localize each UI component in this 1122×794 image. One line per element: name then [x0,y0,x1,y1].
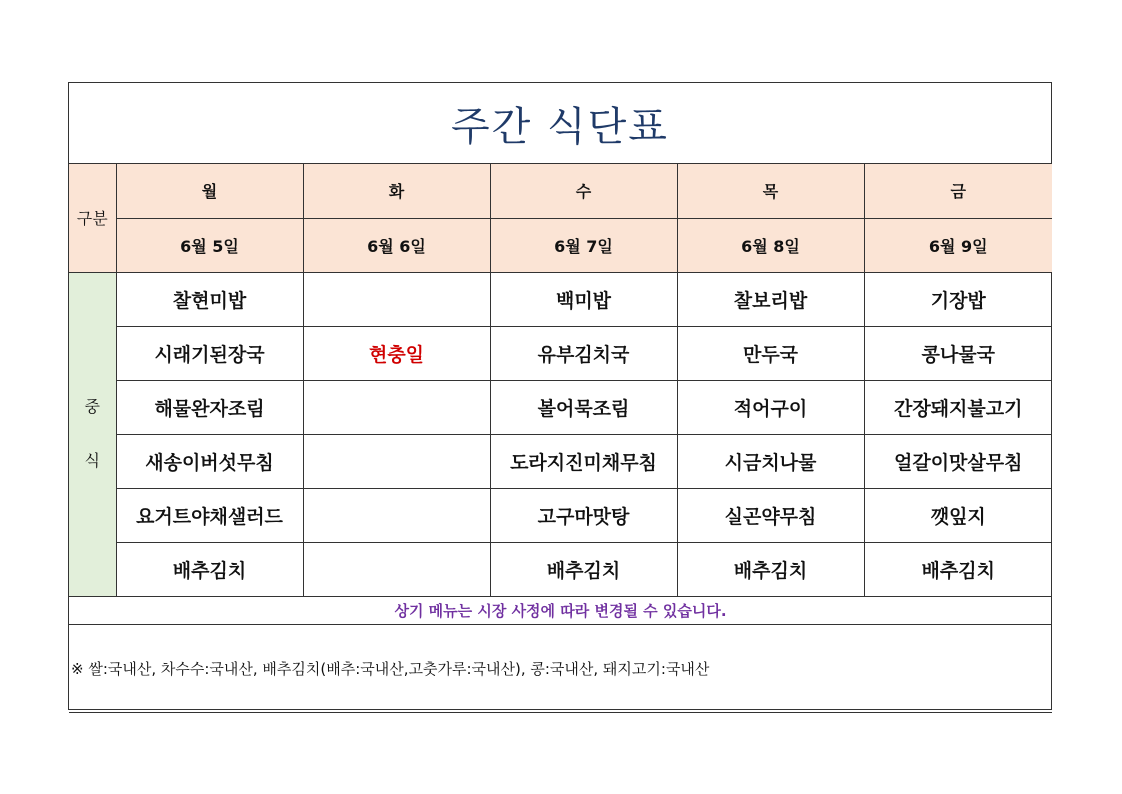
dish-thu-4: 시금치나물 [677,434,864,488]
dish-fri-1: 기장밥 [864,272,1052,326]
dish-tue-empty [303,488,490,542]
dish-tue-empty [303,434,490,488]
dish-fri-2: 콩나물국 [864,326,1052,380]
dish-wed-5: 고구마맛탕 [490,488,677,542]
dish-thu-6: 배추김치 [677,542,864,596]
dish-wed-6: 배추김치 [490,542,677,596]
meal-label-char-2: 식 [84,451,100,470]
dish-mon-3: 해물완자조림 [116,380,303,434]
dish-thu-3: 적어구이 [677,380,864,434]
day-header-wed: 수 [490,164,677,218]
day-header-thu: 목 [677,164,864,218]
menu-change-notice: 상기 메뉴는 시장 사정에 따라 변경될 수 있습니다. [69,596,1052,624]
header-gubun: 구분 [69,164,116,272]
dish-mon-5: 요거트야채샐러드 [116,488,303,542]
dish-thu-2: 만두국 [677,326,864,380]
dish-tue-empty [303,272,490,326]
day-header-mon: 월 [116,164,303,218]
dish-thu-1: 찰보리밥 [677,272,864,326]
date-wed: 6월 7일 [490,218,677,272]
dish-wed-2: 유부김치국 [490,326,677,380]
dish-wed-4: 도라지진미채무침 [490,434,677,488]
date-tue: 6월 6일 [303,218,490,272]
page-title: 주간 식단표 [451,103,669,150]
dish-wed-1: 백미밥 [490,272,677,326]
date-thu: 6월 8일 [677,218,864,272]
title-row [69,83,1051,164]
dish-thu-5: 실곤약무침 [677,488,864,542]
dish-mon-4: 새송이버섯무침 [116,434,303,488]
holiday-label: 현충일 [303,326,490,380]
dish-wed-3: 볼어묵조림 [490,380,677,434]
date-fri: 6월 9일 [864,218,1052,272]
meal-label-lunch [69,272,116,596]
origin-info: ※ 쌀:국내산, 차수수:국내산, 배추김치(배추:국내산,고춧가루:국내산), 콩:국내산, 돼지고기:국내산 [69,624,1052,712]
menu-sheet [68,82,1052,710]
date-mon: 6월 5일 [116,218,303,272]
dish-fri-3: 간장돼지불고기 [864,380,1052,434]
meal-label-char-1: 중 [84,397,100,416]
dish-fri-5: 깻잎지 [864,488,1052,542]
day-header-tue: 화 [303,164,490,218]
dish-mon-1: 찰현미밥 [116,272,303,326]
dish-mon-6: 배추김치 [116,542,303,596]
dish-fri-6: 배추김치 [864,542,1052,596]
dish-tue-empty [303,380,490,434]
day-header-fri: 금 [864,164,1052,218]
dish-mon-2: 시래기된장국 [116,326,303,380]
menu-table [69,164,1052,713]
dish-fri-4: 얼갈이맛살무침 [864,434,1052,488]
dish-tue-empty [303,542,490,596]
